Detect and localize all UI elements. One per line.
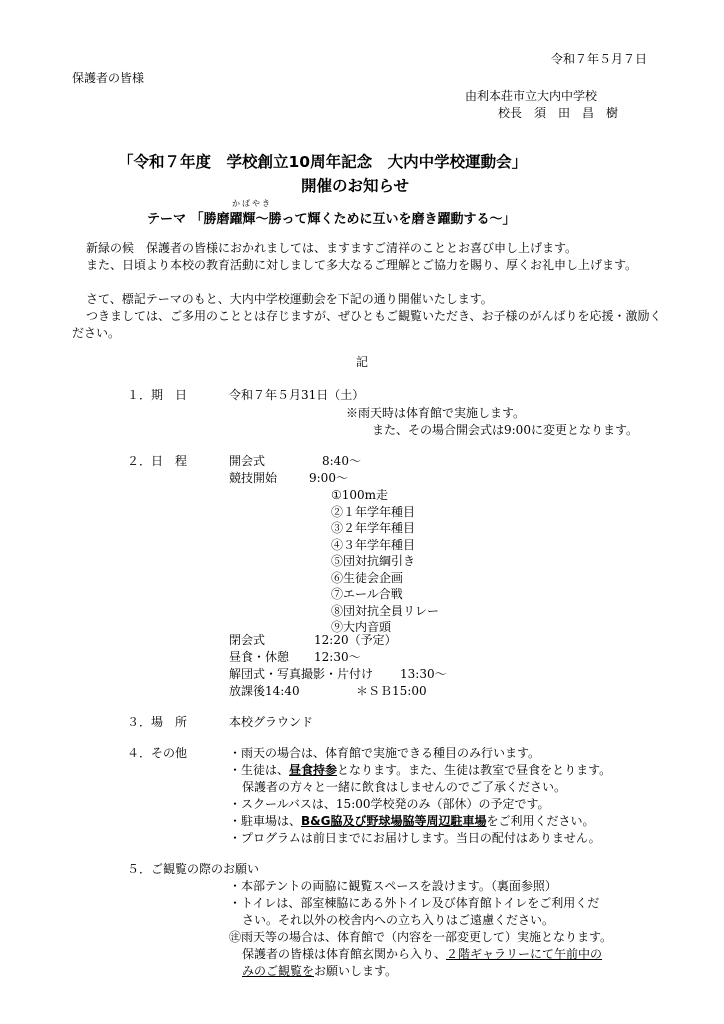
place-value: 本校グラウンド: [229, 715, 314, 729]
other-label: ４．その他: [127, 746, 188, 760]
opening-ceremony: 開会式: [229, 454, 266, 468]
thanks-paragraph: また、日頃より本校の教育活動に対しまして多大なるご理解とご協力を賜り、厚くお礼申し上げます。: [86, 258, 638, 272]
event-item: ⑨大内音頭: [331, 620, 392, 634]
other-lunch-prefix: ・生徒は、: [229, 763, 290, 777]
event-item: ⑤団対抗綱引き: [331, 554, 416, 568]
event-item: ⑥生徒会企画: [331, 570, 404, 585]
document-date: 令和７年５月７日: [551, 52, 648, 66]
request-paragraph: つきましては、ご多用のこととは存じますが、ぜひともご観覧いただき、お子様のがんばりを応援・激励ください。: [72, 309, 662, 340]
theme-text: テーマ 「勝磨躍輝～勝って輝くために互いを磨き躍動する～」: [147, 212, 516, 227]
watching-space: ・本部テントの両脇に観覧スペースを設けます。（裏面参照）: [229, 879, 557, 893]
event-item: ⑦エール合戦: [331, 587, 403, 601]
event-item: ④３年学年種目: [331, 537, 416, 552]
other-program: ・プログラムは前日までにお届けします。当日の配付はありません。: [229, 831, 601, 845]
competition-start: 競技開始: [229, 471, 278, 485]
morning-only-emphasis: みのご観覧を: [242, 964, 315, 978]
other-rain: ・雨天の場合は、体育館で実施できる種目のみ行います。: [229, 746, 541, 760]
other-bus: ・スクールバスは、15:00学校発のみ（部休）の予定です。: [229, 797, 550, 811]
title-line2: 開催のお知らせ: [301, 177, 410, 195]
watching-rain: ㊟雨天等の場合は、体育館で（内容を一部変更して）実施となります。: [229, 930, 613, 944]
watching-entry-end: お願いします。: [314, 964, 398, 978]
after-school: 放課後14:40: [229, 684, 300, 698]
other-parking-suffix: をご利用ください。: [486, 814, 595, 828]
date-label: １．期 日: [127, 388, 188, 402]
gallery-emphasis: ２階ギャラリーにて午前中の: [446, 947, 603, 961]
other-lunch: [229, 761, 611, 778]
parking-location-emphasis: B&G脇及び野球場脇等周辺駐車場: [301, 814, 487, 828]
event-item: ⑧団対抗全員リレー: [331, 603, 440, 618]
title-line1: 「令和７年度 学校創立10周年記念 大内中学校運動会」: [118, 153, 528, 171]
place-label: ３．場 所: [127, 715, 188, 729]
dismissal: 解団式・写真撮影・片付け: [229, 667, 374, 681]
competition-start-time: 9:00～: [309, 471, 348, 485]
other-parking: [229, 812, 595, 829]
rain-note-detail: また、その場合開会式は9:00に変更となります。: [372, 423, 638, 437]
event-item: ②１年学年種目: [331, 504, 416, 519]
theme-ruby: かばやき: [232, 199, 272, 208]
schedule-label: ２．日 程: [127, 454, 188, 468]
watching-entry-prefix: 保護者の皆様は体育館玄関から入り、: [242, 947, 447, 961]
watching-entry-cont: [242, 962, 397, 979]
date-value: 令和７年５月31日（土）: [229, 388, 365, 402]
sender-principal: 校長 須 田 昌 樹: [498, 106, 619, 120]
recipient: 保護者の皆様: [72, 71, 145, 85]
school-bus: ＊ＳＢ15:00: [356, 684, 427, 698]
dismissal-time: 13:30～: [400, 667, 447, 681]
announcement-paragraph: さて、標記テーマのもと、大内中学校運動会を下記の通り開催いたします。: [86, 292, 493, 306]
closing-ceremony: 閉会式: [229, 633, 266, 647]
ki-heading: 記: [356, 355, 369, 369]
watching-toilet-cont: さい。それ以外の校舎内への立ち入りはご遠慮ください。: [242, 913, 555, 927]
lunch-time: 12:30～: [314, 650, 361, 664]
watching-toilet: ・トイレは、部室棟脇にある外トイレ及び体育館トイレをご利用くだ: [229, 896, 600, 910]
rain-note: ※雨天時は体育館で実施します。: [346, 406, 526, 420]
sender-school: 由利本荘市立大内中学校: [465, 89, 598, 103]
other-parking-prefix: ・駐車場は、: [229, 814, 302, 828]
greeting-paragraph: 新緑の候 保護者の皆様におかれましては、ますますご清祥のこととお喜び申し上げます。: [86, 241, 578, 255]
lunch-bring-emphasis: 昼食持参: [289, 763, 338, 777]
lunch-break: 昼食・休憩: [229, 650, 290, 664]
other-lunch-suffix: となります。また、生徒は教室で昼食をとります。: [337, 763, 612, 777]
watching-label: ５．ご観覧の際のお願い: [127, 862, 260, 876]
closing-time: 12:20（予定）: [314, 633, 397, 647]
event-item: ③２年学年種目: [331, 521, 416, 535]
event-item: ①100m走: [331, 488, 389, 502]
watching-entry: [242, 945, 602, 962]
opening-time: 8:40～: [322, 454, 361, 468]
other-lunch-note: 保護者の方々と一緒に飲食はしませんのでご了承ください。: [242, 780, 567, 794]
